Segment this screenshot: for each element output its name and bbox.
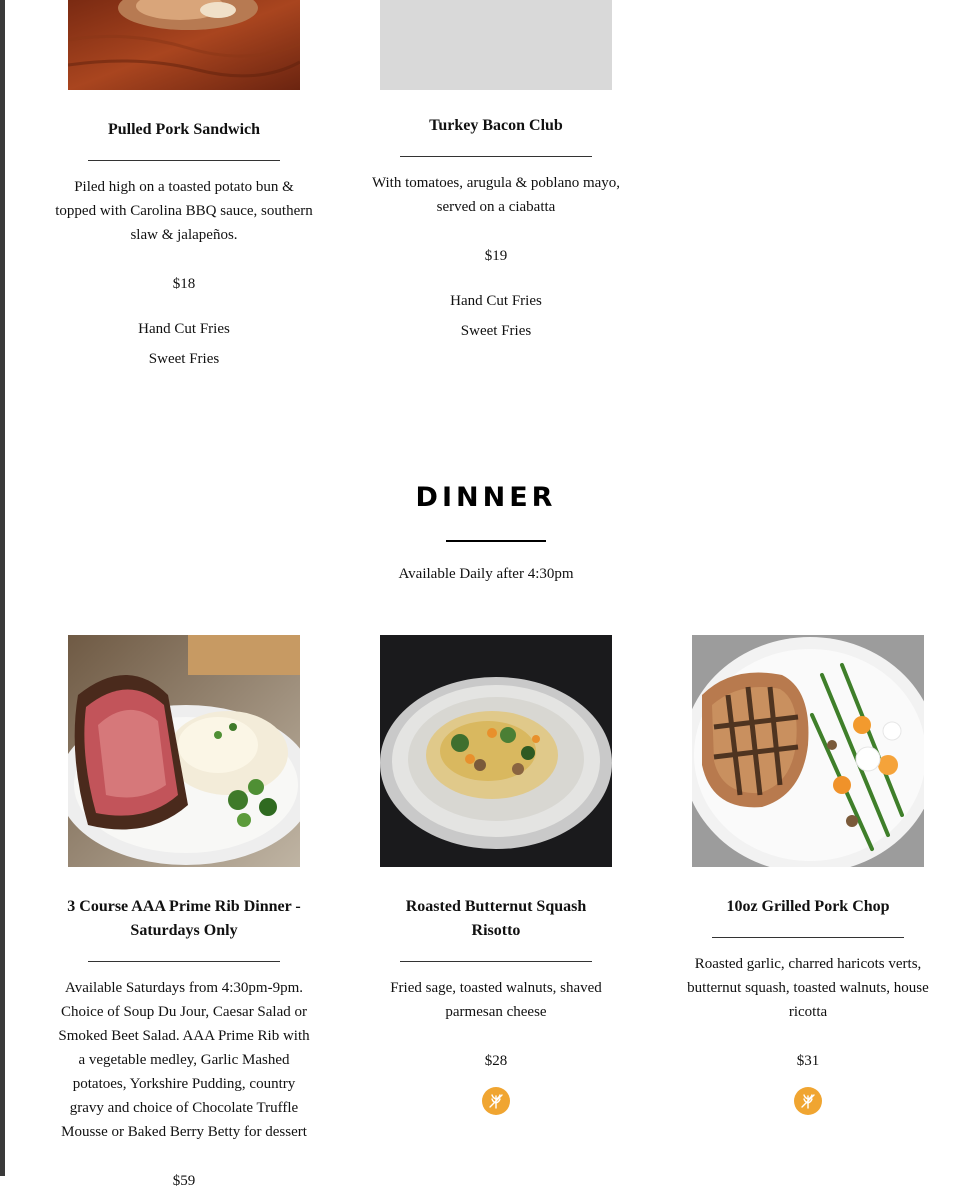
gluten-free-icon	[487, 1092, 505, 1110]
item-title: Turkey Bacon Club	[429, 117, 563, 134]
turkey-club-photo-placeholder[interactable]	[380, 0, 612, 90]
menu-item-turkey-club	[364, 114, 628, 346]
section-subtitle: Available Daily after 4:30pm	[398, 566, 574, 582]
item-price: $31	[796, 1053, 820, 1069]
side-option: Hand Cut Fries	[138, 321, 230, 337]
menu-item-squash-risotto	[364, 895, 628, 1115]
prime-rib-photo[interactable]	[68, 635, 300, 867]
item-description: Available Saturdays from 4:30pm-9pm. Choice of Soup Du Jour, Caesar Salad or Smoked Beet Salad. AAA Prime Rib with a vegetable medley, Garlic Mashed potatoes, Yorkshire Pudding, country gravy and choice of Chocolate Truffle Mousse or Baked Berry Betty for dessert	[58, 980, 310, 1140]
menu-item-pulled-pork	[52, 118, 316, 374]
title-divider	[88, 961, 280, 962]
window-left-edge	[0, 0, 5, 1176]
item-price: $19	[484, 248, 508, 264]
risotto-photo[interactable]	[380, 635, 612, 867]
item-description: Roasted garlic, charred haricots verts, butternut squash, toasted walnuts, house ricotta	[687, 956, 929, 1020]
side-options	[364, 286, 628, 346]
title-divider	[88, 160, 280, 161]
pulled-pork-photo[interactable]	[68, 0, 300, 90]
item-price: $18	[172, 276, 196, 292]
item-description: With tomatoes, arugula & poblano mayo, served on a ciabatta	[371, 175, 621, 215]
pork-chop-photo[interactable]	[692, 635, 924, 867]
menu-item-prime-rib	[52, 895, 316, 1193]
menu-item-pork-chop	[676, 895, 940, 1115]
gluten-free-badge	[482, 1087, 510, 1115]
item-title: Pulled Pork Sandwich	[107, 121, 261, 138]
item-description: Fried sage, toasted walnuts, shaved parmesan cheese	[390, 980, 602, 1020]
gluten-free-icon	[799, 1092, 817, 1110]
side-options	[52, 314, 316, 374]
section-title-dinner: DINNER	[415, 482, 557, 513]
title-divider	[712, 937, 904, 938]
section-divider	[446, 540, 546, 542]
gluten-free-badge	[794, 1087, 822, 1115]
side-option: Hand Cut Fries	[450, 293, 542, 309]
item-price: $28	[484, 1053, 508, 1069]
item-description: Piled high on a toasted potato bun & topped with Carolina BBQ sauce, southern slaw & jalapeños.	[55, 179, 313, 243]
item-price: $59	[172, 1173, 196, 1189]
item-title: 10oz Grilled Pork Chop	[726, 898, 890, 915]
side-option: Sweet Fries	[460, 323, 532, 339]
side-option: Sweet Fries	[148, 351, 220, 367]
title-divider	[400, 156, 592, 157]
item-title: 3 Course AAA Prime Rib Dinner - Saturdays Only	[67, 898, 301, 939]
title-divider	[400, 961, 592, 962]
item-title: Roasted Butternut Squash Risotto	[405, 898, 587, 939]
